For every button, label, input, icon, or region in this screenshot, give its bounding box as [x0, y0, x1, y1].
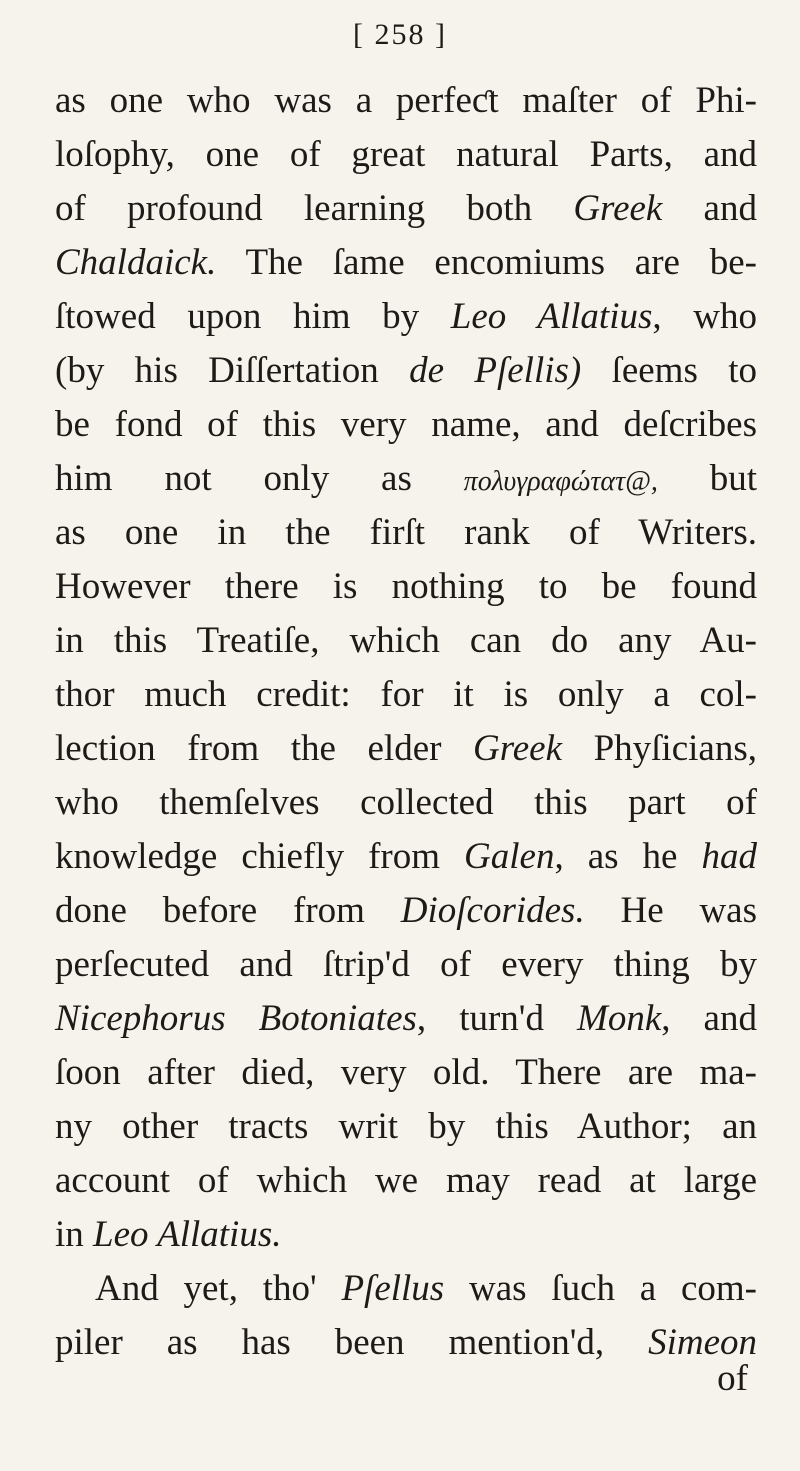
- text-run: was ſuch a com-: [444, 1268, 757, 1309]
- text-line: [55, 452, 757, 506]
- text-line: [55, 1154, 757, 1208]
- text-run: , turn'd: [416, 998, 578, 1039]
- text-line: [55, 884, 757, 938]
- text-line: [55, 722, 757, 776]
- text-run: , and: [661, 998, 757, 1039]
- text-line: [55, 830, 757, 884]
- text-line: [55, 506, 757, 560]
- text-line: [55, 290, 757, 344]
- italic-text: Greek: [573, 188, 663, 229]
- text-run: as one in the firſt rank of Writers.: [55, 512, 757, 553]
- text-run: And yet, tho': [95, 1268, 342, 1309]
- text-line: [55, 938, 757, 992]
- text-run: lection from the elder: [55, 728, 473, 769]
- italic-text: Dioſcorides.: [400, 890, 585, 931]
- text-line: [55, 398, 757, 452]
- text-line: [55, 1208, 757, 1262]
- text-run: , as he: [554, 836, 702, 877]
- text-run: (by his Diſſertation: [55, 350, 410, 391]
- text-run: who themſelves collected this part of: [55, 782, 757, 823]
- text-line: [55, 560, 757, 614]
- text-run: knowledge chiefly from: [55, 836, 465, 877]
- page-number: [ 258 ]: [353, 18, 447, 51]
- text-line: [55, 128, 757, 182]
- text-line: [55, 992, 757, 1046]
- text-line: [55, 1262, 757, 1316]
- text-line: [55, 776, 757, 830]
- text-run: as one who was a perfeƈt maſter of Phi-: [55, 80, 757, 121]
- text-run: of profound learning both: [55, 188, 574, 229]
- italic-text: Monk: [577, 998, 662, 1039]
- text-line: [55, 236, 757, 290]
- text-line: [55, 668, 757, 722]
- text-run: be fond of this very name, and deſcribes: [55, 404, 757, 445]
- italic-text: Leo Allatius.: [93, 1214, 282, 1255]
- text-run: piler as has been mention'd,: [55, 1322, 649, 1363]
- text-line: [55, 1046, 757, 1100]
- text-run: him not only as: [55, 458, 464, 499]
- italic-text: Simeon: [648, 1322, 757, 1363]
- italic-text: had: [701, 836, 757, 877]
- text-run: thor much credit: for it is only a col-: [55, 674, 757, 715]
- text-run: but: [657, 458, 757, 499]
- body-text: [55, 74, 757, 1370]
- italic-text: Pſellus: [341, 1268, 445, 1309]
- italic-text: Nicephorus Botoniates: [55, 998, 417, 1039]
- italic-text: Galen: [464, 836, 555, 877]
- text-run: and: [662, 188, 757, 229]
- catchword: of: [717, 1358, 748, 1399]
- text-line: [55, 1316, 757, 1370]
- text-run: ſeems to: [581, 350, 757, 391]
- text-run: in this Treatiſe, which can do any Au-: [55, 620, 757, 661]
- text-run: ſoon after died, very old. There are ma-: [55, 1052, 757, 1093]
- italic-text: de Pſellis): [409, 350, 582, 391]
- italic-text: Leo Allatius: [450, 296, 653, 337]
- text-run: done before from: [55, 890, 401, 931]
- italic-text: Chaldaick.: [55, 242, 217, 283]
- text-run: However there is nothing to be found: [55, 566, 757, 607]
- italic-text: Greek: [473, 728, 563, 769]
- text-run: Phyſicians,: [562, 728, 757, 769]
- text-run: loſophy, one of great natural Parts, and: [55, 134, 757, 175]
- text-run: in: [55, 1214, 94, 1255]
- text-line: [55, 1100, 757, 1154]
- text-run: perſecuted and ſtrip'd of every thing by: [55, 944, 757, 985]
- text-line: [55, 182, 757, 236]
- text-line: [55, 74, 757, 128]
- text-run: , who: [652, 296, 757, 337]
- text-run: He was: [584, 890, 757, 931]
- text-line: [55, 614, 757, 668]
- text-run: account of which we may read at large: [55, 1160, 757, 1201]
- text-run: ny other tracts writ by this Author; an: [55, 1106, 757, 1147]
- text-run: ſtowed upon him by: [55, 296, 451, 337]
- greek-word: πολυγραφώτατ@,: [463, 466, 658, 497]
- text-run: The ſame encomiums are be-: [216, 242, 757, 283]
- text-line: [55, 344, 757, 398]
